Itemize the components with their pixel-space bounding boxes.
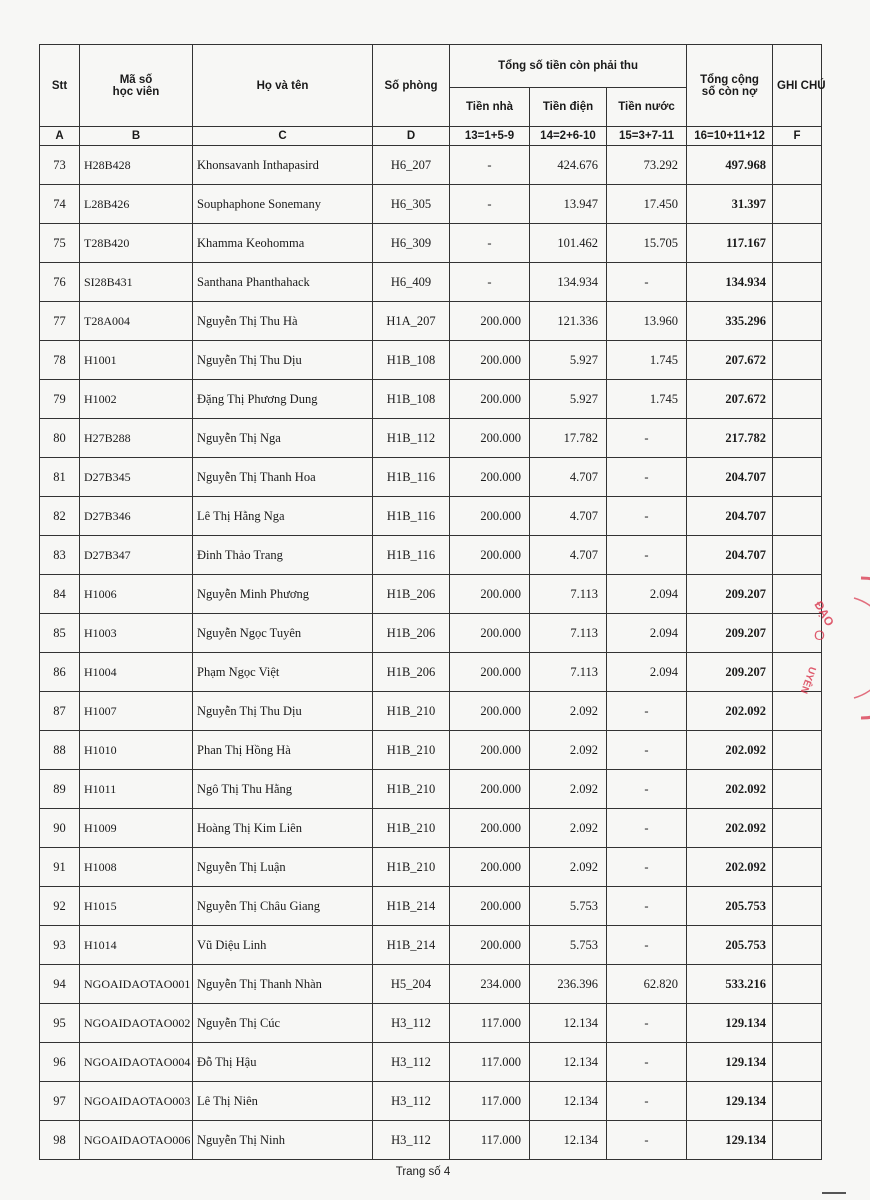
cell-water: - <box>607 731 687 770</box>
table-row <box>40 380 822 419</box>
cell-water: - <box>607 419 687 458</box>
cell-water: 1.745 <box>607 380 687 419</box>
cell-total: 205.753 <box>687 887 773 926</box>
cell-electric: 13.947 <box>530 185 607 224</box>
cell-student-code: SI28B431 <box>80 263 193 302</box>
cell-student-code: H1006 <box>80 575 193 614</box>
cell-name: Lê Thị Niên <box>193 1082 373 1121</box>
cell-note <box>773 1004 822 1043</box>
cell-total: 202.092 <box>687 809 773 848</box>
cell-name: Đặng Thị Phương Dung <box>193 380 373 419</box>
cell-electric: 12.134 <box>530 1121 607 1160</box>
cell-student-code: H1015 <box>80 887 193 926</box>
letter-room: D <box>373 127 450 146</box>
table-row <box>40 965 822 1004</box>
cell-water: - <box>607 887 687 926</box>
cell-electric: 17.782 <box>530 419 607 458</box>
cell-student-code: T28B420 <box>80 224 193 263</box>
cell-rent: 117.000 <box>450 1004 530 1043</box>
cell-stt: 90 <box>40 809 80 848</box>
table-row <box>40 731 822 770</box>
cell-water: - <box>607 848 687 887</box>
cell-name: Nguyễn Thị Nga <box>193 419 373 458</box>
table-row <box>40 770 822 809</box>
cell-room: H5_204 <box>373 965 450 1004</box>
cell-name: Nguyễn Thị Thu Hà <box>193 302 373 341</box>
cell-room: H1B_116 <box>373 458 450 497</box>
cell-water: - <box>607 458 687 497</box>
cell-rent: 200.000 <box>450 536 530 575</box>
table-row <box>40 419 822 458</box>
cell-room: H6_207 <box>373 146 450 185</box>
cell-room: H1B_116 <box>373 536 450 575</box>
cell-room: H1B_116 <box>373 497 450 536</box>
cell-rent: 200.000 <box>450 575 530 614</box>
cell-total: 129.134 <box>687 1082 773 1121</box>
cell-room: H1B_210 <box>373 809 450 848</box>
cell-name: Nguyễn Thị Thu Dịu <box>193 692 373 731</box>
cell-student-code: T28A004 <box>80 302 193 341</box>
table-row <box>40 575 822 614</box>
cell-room: H1B_206 <box>373 614 450 653</box>
cell-note <box>773 887 822 926</box>
cell-stt: 79 <box>40 380 80 419</box>
cell-room: H3_112 <box>373 1043 450 1082</box>
cell-room: H6_309 <box>373 224 450 263</box>
cell-stt: 73 <box>40 146 80 185</box>
cell-electric: 7.113 <box>530 653 607 692</box>
header-student-code <box>80 45 193 127</box>
cell-water: 15.705 <box>607 224 687 263</box>
cell-note <box>773 1082 822 1121</box>
cell-stt: 74 <box>40 185 80 224</box>
cell-room: H1B_206 <box>373 575 450 614</box>
header-rent: Tiền nhà <box>450 88 530 127</box>
cell-stt: 77 <box>40 302 80 341</box>
cell-water: - <box>607 1043 687 1082</box>
table-row <box>40 614 822 653</box>
cell-total: 217.782 <box>687 419 773 458</box>
cell-total: 209.207 <box>687 614 773 653</box>
cell-electric: 5.753 <box>530 887 607 926</box>
cell-total: 335.296 <box>687 302 773 341</box>
header-total-line1: Tổng cộng <box>700 73 759 86</box>
cell-total: 31.397 <box>687 185 773 224</box>
table-row <box>40 1082 822 1121</box>
cell-water: - <box>607 692 687 731</box>
header-stt: Stt <box>40 45 80 127</box>
cell-student-code: D27B346 <box>80 497 193 536</box>
cell-student-code: H1014 <box>80 926 193 965</box>
cell-rent: 117.000 <box>450 1082 530 1121</box>
cell-name: Nguyễn Thị Luận <box>193 848 373 887</box>
cell-student-code: H1007 <box>80 692 193 731</box>
cell-name: Nguyễn Thị Ninh <box>193 1121 373 1160</box>
cell-water: 13.960 <box>607 302 687 341</box>
cell-note <box>773 419 822 458</box>
cell-room: H1A_207 <box>373 302 450 341</box>
cell-rent: 117.000 <box>450 1043 530 1082</box>
cell-note <box>773 1121 822 1160</box>
table-row <box>40 263 822 302</box>
cell-stt: 84 <box>40 575 80 614</box>
cell-student-code: H1004 <box>80 653 193 692</box>
cell-rent: 117.000 <box>450 1121 530 1160</box>
cell-student-code: H28B428 <box>80 146 193 185</box>
cell-name: Khamma Keohomma <box>193 224 373 263</box>
cell-water: 2.094 <box>607 575 687 614</box>
cell-electric: 12.134 <box>530 1004 607 1043</box>
cell-rent: 200.000 <box>450 731 530 770</box>
letter-name: C <box>193 127 373 146</box>
cell-room: H1B_108 <box>373 380 450 419</box>
cell-total: 207.672 <box>687 341 773 380</box>
cell-name: Nguyễn Thị Thanh Nhàn <box>193 965 373 1004</box>
cell-note <box>773 380 822 419</box>
cell-note <box>773 965 822 1004</box>
header-electric: Tiền điện <box>530 88 607 127</box>
cell-room: H1B_210 <box>373 848 450 887</box>
cell-electric: 5.927 <box>530 341 607 380</box>
cell-note <box>773 224 822 263</box>
cell-electric: 101.462 <box>530 224 607 263</box>
table-row <box>40 536 822 575</box>
cell-room: H1B_210 <box>373 731 450 770</box>
cell-name: Khonsavanh Inthapasird <box>193 146 373 185</box>
table-row <box>40 497 822 536</box>
cell-rent: 200.000 <box>450 380 530 419</box>
cell-stt: 75 <box>40 224 80 263</box>
red-seal-stamp <box>797 568 870 728</box>
cell-total: 207.672 <box>687 380 773 419</box>
letter-stt: A <box>40 127 80 146</box>
svg-text:UYÊN: UYÊN <box>797 664 818 695</box>
cell-name: Nguyễn Ngọc Tuyên <box>193 614 373 653</box>
cell-note <box>773 341 822 380</box>
cell-total: 209.207 <box>687 653 773 692</box>
cell-stt: 81 <box>40 458 80 497</box>
cell-room: H3_112 <box>373 1004 450 1043</box>
cell-rent: 200.000 <box>450 770 530 809</box>
cell-stt: 95 <box>40 1004 80 1043</box>
cell-stt: 96 <box>40 1043 80 1082</box>
cell-note <box>773 770 822 809</box>
cell-student-code: H1011 <box>80 770 193 809</box>
cell-total: 202.092 <box>687 692 773 731</box>
cell-water: - <box>607 926 687 965</box>
cell-water: - <box>607 263 687 302</box>
cell-total: 209.207 <box>687 575 773 614</box>
cell-student-code: H1010 <box>80 731 193 770</box>
cell-electric: 2.092 <box>530 848 607 887</box>
cell-stt: 88 <box>40 731 80 770</box>
cell-note <box>773 185 822 224</box>
letter-total: 16=10+11+12 <box>687 127 773 146</box>
cell-water: - <box>607 770 687 809</box>
cell-rent: 200.000 <box>450 302 530 341</box>
cell-total: 129.134 <box>687 1043 773 1082</box>
letter-code: B <box>80 127 193 146</box>
cell-student-code: L28B426 <box>80 185 193 224</box>
cell-total: 129.134 <box>687 1121 773 1160</box>
table-row <box>40 653 822 692</box>
cell-stt: 97 <box>40 1082 80 1121</box>
cell-student-code: H1003 <box>80 614 193 653</box>
cell-student-code: H1008 <box>80 848 193 887</box>
cell-stt: 86 <box>40 653 80 692</box>
cell-total: 117.167 <box>687 224 773 263</box>
header-room: Số phòng <box>373 45 450 127</box>
cell-electric: 2.092 <box>530 770 607 809</box>
cell-note <box>773 497 822 536</box>
cell-name: Ngô Thị Thu Hằng <box>193 770 373 809</box>
letter-row <box>40 127 822 146</box>
table-row <box>40 458 822 497</box>
table-row <box>40 1004 822 1043</box>
cell-name: Nguyễn Thị Thanh Hoa <box>193 458 373 497</box>
cell-room: H1B_108 <box>373 341 450 380</box>
cell-water: 62.820 <box>607 965 687 1004</box>
cell-name: Phan Thị Hồng Hà <box>193 731 373 770</box>
table-row <box>40 302 822 341</box>
cell-rent: - <box>450 185 530 224</box>
cell-water: - <box>607 809 687 848</box>
cell-student-code: NGOAIDAOTAO003 <box>80 1082 193 1121</box>
cell-stt: 89 <box>40 770 80 809</box>
cell-total: 497.968 <box>687 146 773 185</box>
cell-name: Hoàng Thị Kim Liên <box>193 809 373 848</box>
cell-stt: 91 <box>40 848 80 887</box>
cell-student-code: H1002 <box>80 380 193 419</box>
cell-student-code: H1009 <box>80 809 193 848</box>
cell-rent: 200.000 <box>450 926 530 965</box>
header-student-code-line1: Mã số <box>119 73 153 86</box>
table-row <box>40 809 822 848</box>
cell-name: Phạm Ngọc Việt <box>193 653 373 692</box>
cell-rent: 200.000 <box>450 497 530 536</box>
cell-water: - <box>607 1082 687 1121</box>
cell-rent: - <box>450 224 530 263</box>
cell-room: H6_305 <box>373 185 450 224</box>
cell-stt: 80 <box>40 419 80 458</box>
cell-stt: 83 <box>40 536 80 575</box>
cell-electric: 7.113 <box>530 614 607 653</box>
cell-stt: 92 <box>40 887 80 926</box>
table-body <box>40 146 822 1160</box>
cell-electric: 2.092 <box>530 809 607 848</box>
cell-stt: 76 <box>40 263 80 302</box>
cell-water: - <box>607 497 687 536</box>
cell-note <box>773 263 822 302</box>
table-row <box>40 224 822 263</box>
cell-rent: 200.000 <box>450 887 530 926</box>
cell-note <box>773 926 822 965</box>
cell-rent: - <box>450 146 530 185</box>
cell-name: Santhana Phanthahack <box>193 263 373 302</box>
cell-room: H1B_210 <box>373 770 450 809</box>
letter-note: F <box>773 127 822 146</box>
cell-electric: 12.134 <box>530 1043 607 1082</box>
cell-stt: 94 <box>40 965 80 1004</box>
table-row <box>40 146 822 185</box>
table-row <box>40 1043 822 1082</box>
cell-water: 2.094 <box>607 653 687 692</box>
cell-rent: 200.000 <box>450 419 530 458</box>
cell-note <box>773 1043 822 1082</box>
cell-stt: 93 <box>40 926 80 965</box>
cell-note <box>773 146 822 185</box>
cell-total: 202.092 <box>687 731 773 770</box>
cell-student-code: NGOAIDAOTAO002 <box>80 1004 193 1043</box>
cell-name: Nguyễn Thị Châu Giang <box>193 887 373 926</box>
header-note: GHI CHÚ <box>773 45 822 127</box>
cell-note <box>773 302 822 341</box>
cell-student-code: NGOAIDAOTAO006 <box>80 1121 193 1160</box>
header-student-code-line2: học viên <box>112 85 160 98</box>
cell-electric: 5.927 <box>530 380 607 419</box>
cell-rent: 200.000 <box>450 692 530 731</box>
cell-electric: 7.113 <box>530 575 607 614</box>
cell-name: Souphaphone Sonemany <box>193 185 373 224</box>
cell-student-code: H27B288 <box>80 419 193 458</box>
cell-note <box>773 809 822 848</box>
cell-water: 73.292 <box>607 146 687 185</box>
table-row <box>40 848 822 887</box>
cell-water: - <box>607 536 687 575</box>
cell-electric: 4.707 <box>530 497 607 536</box>
header-total-line2: số còn nợ <box>701 85 758 98</box>
cell-total: 134.934 <box>687 263 773 302</box>
cell-rent: 200.000 <box>450 848 530 887</box>
cell-rent: 200.000 <box>450 458 530 497</box>
cell-note <box>773 458 822 497</box>
cell-total: 204.707 <box>687 536 773 575</box>
table-row <box>40 887 822 926</box>
cell-student-code: D27B345 <box>80 458 193 497</box>
cell-electric: 121.336 <box>530 302 607 341</box>
cell-water: 2.094 <box>607 614 687 653</box>
cell-water: - <box>607 1121 687 1160</box>
header-water: Tiền nước <box>607 88 687 127</box>
header-amount-group: Tổng số tiền còn phải thu <box>450 45 687 88</box>
cell-student-code: D27B347 <box>80 536 193 575</box>
svg-text:ĐẠO: ĐẠO <box>811 598 837 629</box>
table-row <box>40 341 822 380</box>
cell-total: 129.134 <box>687 1004 773 1043</box>
cell-name: Vũ Diệu Linh <box>193 926 373 965</box>
cell-electric: 2.092 <box>530 731 607 770</box>
cell-electric: 5.753 <box>530 926 607 965</box>
cell-name: Nguyễn Thị Cúc <box>193 1004 373 1043</box>
cell-note <box>773 731 822 770</box>
header-total <box>687 45 773 127</box>
header-name: Họ và tên <box>193 45 373 127</box>
cell-rent: 200.000 <box>450 341 530 380</box>
cell-rent: 234.000 <box>450 965 530 1004</box>
cell-stt: 78 <box>40 341 80 380</box>
cell-electric: 4.707 <box>530 458 607 497</box>
cell-rent: 200.000 <box>450 809 530 848</box>
cell-name: Nguyễn Thị Thu Dịu <box>193 341 373 380</box>
cell-electric: 424.676 <box>530 146 607 185</box>
cell-rent: - <box>450 263 530 302</box>
cell-room: H1B_112 <box>373 419 450 458</box>
cell-room: H6_409 <box>373 263 450 302</box>
cell-name: Đỗ Thị Hậu <box>193 1043 373 1082</box>
cell-room: H1B_210 <box>373 692 450 731</box>
svg-text:O: O <box>814 627 825 643</box>
cell-room: H1B_214 <box>373 926 450 965</box>
cell-room: H3_112 <box>373 1121 450 1160</box>
cell-water: - <box>607 1004 687 1043</box>
header-row <box>40 45 822 88</box>
cell-name: Lê Thị Hằng Nga <box>193 497 373 536</box>
cell-water: 1.745 <box>607 341 687 380</box>
cell-rent: 200.000 <box>450 614 530 653</box>
cell-total: 205.753 <box>687 926 773 965</box>
cell-electric: 134.934 <box>530 263 607 302</box>
cell-stt: 87 <box>40 692 80 731</box>
cell-stt: 82 <box>40 497 80 536</box>
cell-electric: 236.396 <box>530 965 607 1004</box>
cell-total: 533.216 <box>687 965 773 1004</box>
table-row <box>40 926 822 965</box>
page-number: Trang số 4 <box>395 1166 451 1178</box>
cell-total: 202.092 <box>687 848 773 887</box>
letter-rent: 13=1+5-9 <box>450 127 530 146</box>
table-row <box>40 185 822 224</box>
cell-rent: 200.000 <box>450 653 530 692</box>
letter-water: 15=3+7-11 <box>607 127 687 146</box>
letter-electric: 14=2+6-10 <box>530 127 607 146</box>
cell-note <box>773 848 822 887</box>
cell-student-code: H1001 <box>80 341 193 380</box>
cell-student-code: NGOAIDAOTAO004 <box>80 1043 193 1082</box>
table-row <box>40 692 822 731</box>
cell-electric: 2.092 <box>530 692 607 731</box>
cell-stt: 98 <box>40 1121 80 1160</box>
cell-total: 202.092 <box>687 770 773 809</box>
cell-name: Nguyễn Minh Phương <box>193 575 373 614</box>
cell-student-code: NGOAIDAOTAO001 <box>80 965 193 1004</box>
cell-room: H3_112 <box>373 1082 450 1121</box>
cell-total: 204.707 <box>687 458 773 497</box>
cell-water: 17.450 <box>607 185 687 224</box>
cell-electric: 12.134 <box>530 1082 607 1121</box>
cell-stt: 85 <box>40 614 80 653</box>
cell-electric: 4.707 <box>530 536 607 575</box>
table-row <box>40 1121 822 1160</box>
cell-room: H1B_214 <box>373 887 450 926</box>
cell-name: Đinh Thảo Trang <box>193 536 373 575</box>
scan-edge-mark <box>822 1192 846 1194</box>
cell-room: H1B_206 <box>373 653 450 692</box>
cell-total: 204.707 <box>687 497 773 536</box>
